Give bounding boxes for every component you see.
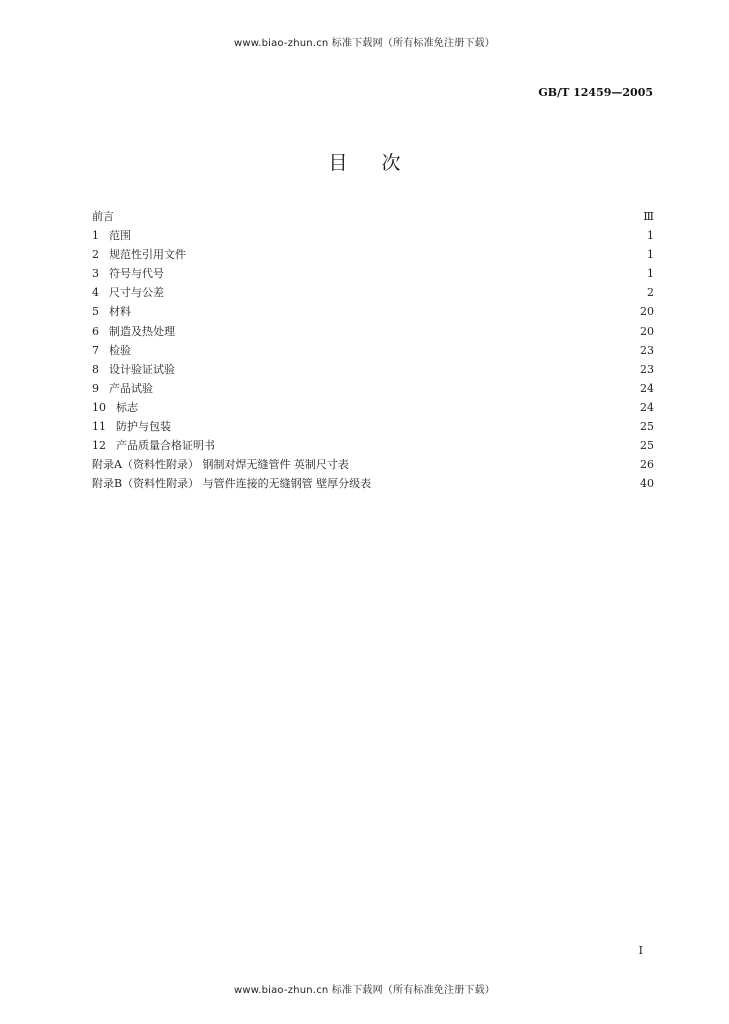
- toc-entry-number: 3: [92, 267, 99, 281]
- toc-entry-page: Ⅲ: [643, 210, 654, 223]
- toc-entry-number: 7: [92, 343, 99, 357]
- toc-entry-title: 规范性引用文件: [109, 248, 186, 262]
- watermark-top: www.biao-zhun.cn 标准下载网（所有标准免注册下载）: [233, 38, 496, 49]
- toc-entry-number: 8: [92, 362, 99, 376]
- toc-entry-number: 11: [92, 420, 106, 434]
- toc-entry-page: 23: [640, 362, 654, 376]
- toc-entry-8[interactable]: [92, 361, 654, 380]
- toc-entry-title: 检验: [109, 343, 131, 357]
- toc-entry-title: 材料: [109, 305, 131, 319]
- toc-entry-number: 4: [92, 286, 99, 300]
- toc-entry-appendix-b[interactable]: [92, 475, 654, 494]
- watermark-bottom: www.biao-zhun.cn 标准下载网（所有标准免注册下载）: [233, 985, 496, 996]
- toc-entry-title: 产品质量合格证明书: [116, 439, 215, 453]
- toc-entry-number: 1: [92, 229, 99, 243]
- toc-entry-number: 2: [92, 248, 99, 262]
- toc-entry-11[interactable]: [92, 418, 654, 437]
- toc-entry-title: 符号与代号: [109, 267, 164, 281]
- toc-entry-page: 25: [640, 420, 654, 434]
- toc-entry-preface[interactable]: [92, 208, 654, 227]
- toc-entry-page: 40: [640, 477, 654, 491]
- toc-entry-page: 20: [640, 305, 654, 319]
- toc-entry-title: 附录B（资料性附录） 与管件连接的无缝钢管 壁厚分级表: [92, 477, 372, 491]
- toc-entry-9[interactable]: [92, 380, 654, 399]
- toc-entry-number: 12: [92, 439, 106, 453]
- toc-entry-title: 尺寸与公差: [109, 286, 164, 300]
- table-of-contents: [92, 208, 654, 494]
- toc-entry-number: 5: [92, 305, 99, 319]
- toc-entry-5[interactable]: [92, 303, 654, 322]
- toc-entry-page: 2: [647, 286, 654, 300]
- toc-entry-page: 26: [640, 458, 654, 472]
- toc-entry-page: 24: [640, 400, 654, 414]
- toc-entry-1[interactable]: [92, 227, 654, 246]
- toc-entry-12[interactable]: [92, 437, 654, 456]
- toc-entry-page: 24: [640, 381, 654, 395]
- standard-number: GB/T 12459—2005: [538, 86, 653, 99]
- toc-entry-title: 标志: [116, 400, 138, 414]
- toc-entry-page: 20: [640, 324, 654, 338]
- toc-entry-7[interactable]: [92, 342, 654, 361]
- toc-entry-page: 25: [640, 439, 654, 453]
- toc-entry-page: 23: [640, 343, 654, 357]
- toc-entry-number: 9: [92, 381, 99, 395]
- toc-entry-title: 范围: [109, 229, 131, 243]
- toc-entry-number: 10: [92, 400, 106, 414]
- toc-entry-title: 前言: [92, 210, 114, 223]
- toc-entry-title: 附录A（资料性附录） 钢制对焊无缝管件 英制尺寸表: [92, 458, 349, 472]
- toc-entry-appendix-a[interactable]: [92, 456, 654, 475]
- toc-entry-title: 设计验证试验: [109, 362, 175, 376]
- toc-entry-page: 1: [647, 248, 654, 262]
- toc-entry-title: 制造及热处理: [109, 324, 175, 338]
- toc-entry-10[interactable]: [92, 399, 654, 418]
- page-number: I: [638, 944, 643, 957]
- toc-entry-title: 防护与包装: [116, 420, 171, 434]
- toc-entry-4[interactable]: [92, 284, 654, 303]
- toc-entry-2[interactable]: [92, 246, 654, 265]
- page-title: 目次: [328, 152, 435, 174]
- toc-entry-title: 产品试验: [109, 381, 153, 395]
- toc-entry-number: 6: [92, 324, 99, 338]
- toc-entry-page: 1: [647, 229, 654, 243]
- toc-entry-6[interactable]: [92, 323, 654, 342]
- toc-entry-page: 1: [647, 267, 654, 281]
- toc-entry-3[interactable]: [92, 265, 654, 284]
